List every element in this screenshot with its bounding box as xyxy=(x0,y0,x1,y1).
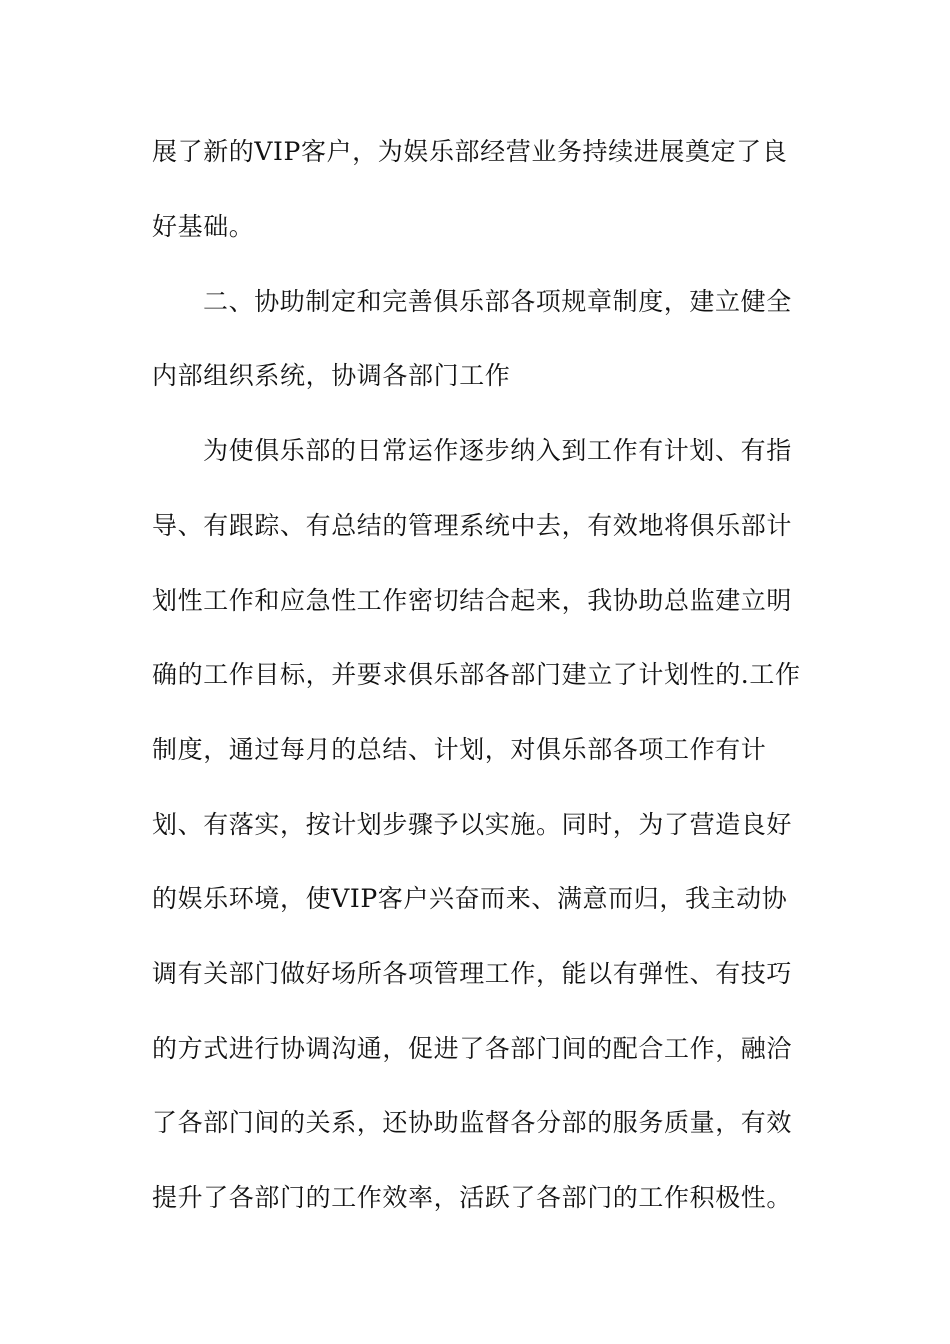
text-line: 提升了各部门的工作效率，活跃了各部门的工作积极性。 xyxy=(152,1183,793,1212)
text-line: 划性工作和应急性工作密切结合起来，我协助总监建立明 xyxy=(152,586,793,615)
section-heading-line: 内部组织系统，协调各部门工作 xyxy=(152,361,511,390)
text-line: 的娱乐环境，使VIP客户兴奋而来、满意而归，我主动协 xyxy=(152,884,788,913)
text-line: 调有关部门做好场所各项管理工作，能以有弹性、有技巧 xyxy=(152,959,793,988)
text-line: 确的工作目标，并要求俱乐部各部门建立了计划性的.工作 xyxy=(152,660,801,689)
text-line: 制度，通过每月的总结、计划，对俱乐部各项工作有计 xyxy=(152,735,767,764)
section-heading-line: 二、协助制定和完善俱乐部各项规章制度，建立健全 xyxy=(203,287,792,316)
text-line: 的方式进行协调沟通，促进了各部门间的配合工作，融洽 xyxy=(152,1034,793,1063)
text-line: 了各部门间的关系，还协助监督各分部的服务质量，有效 xyxy=(152,1108,793,1137)
text-line: 展了新的VIP客户，为娱乐部经营业务持续进展奠定了良 xyxy=(152,137,788,166)
text-line: 导、有跟踪、有总结的管理系统中去，有效地将俱乐部计 xyxy=(152,511,793,540)
text-line: 划、有落实，按计划步骤予以实施。同时，为了营造良好 xyxy=(152,810,793,839)
paragraph-first-line: 为使俱乐部的日常运作逐步纳入到工作有计划、有指 xyxy=(203,436,792,465)
text-line: 好基础。 xyxy=(152,212,255,241)
